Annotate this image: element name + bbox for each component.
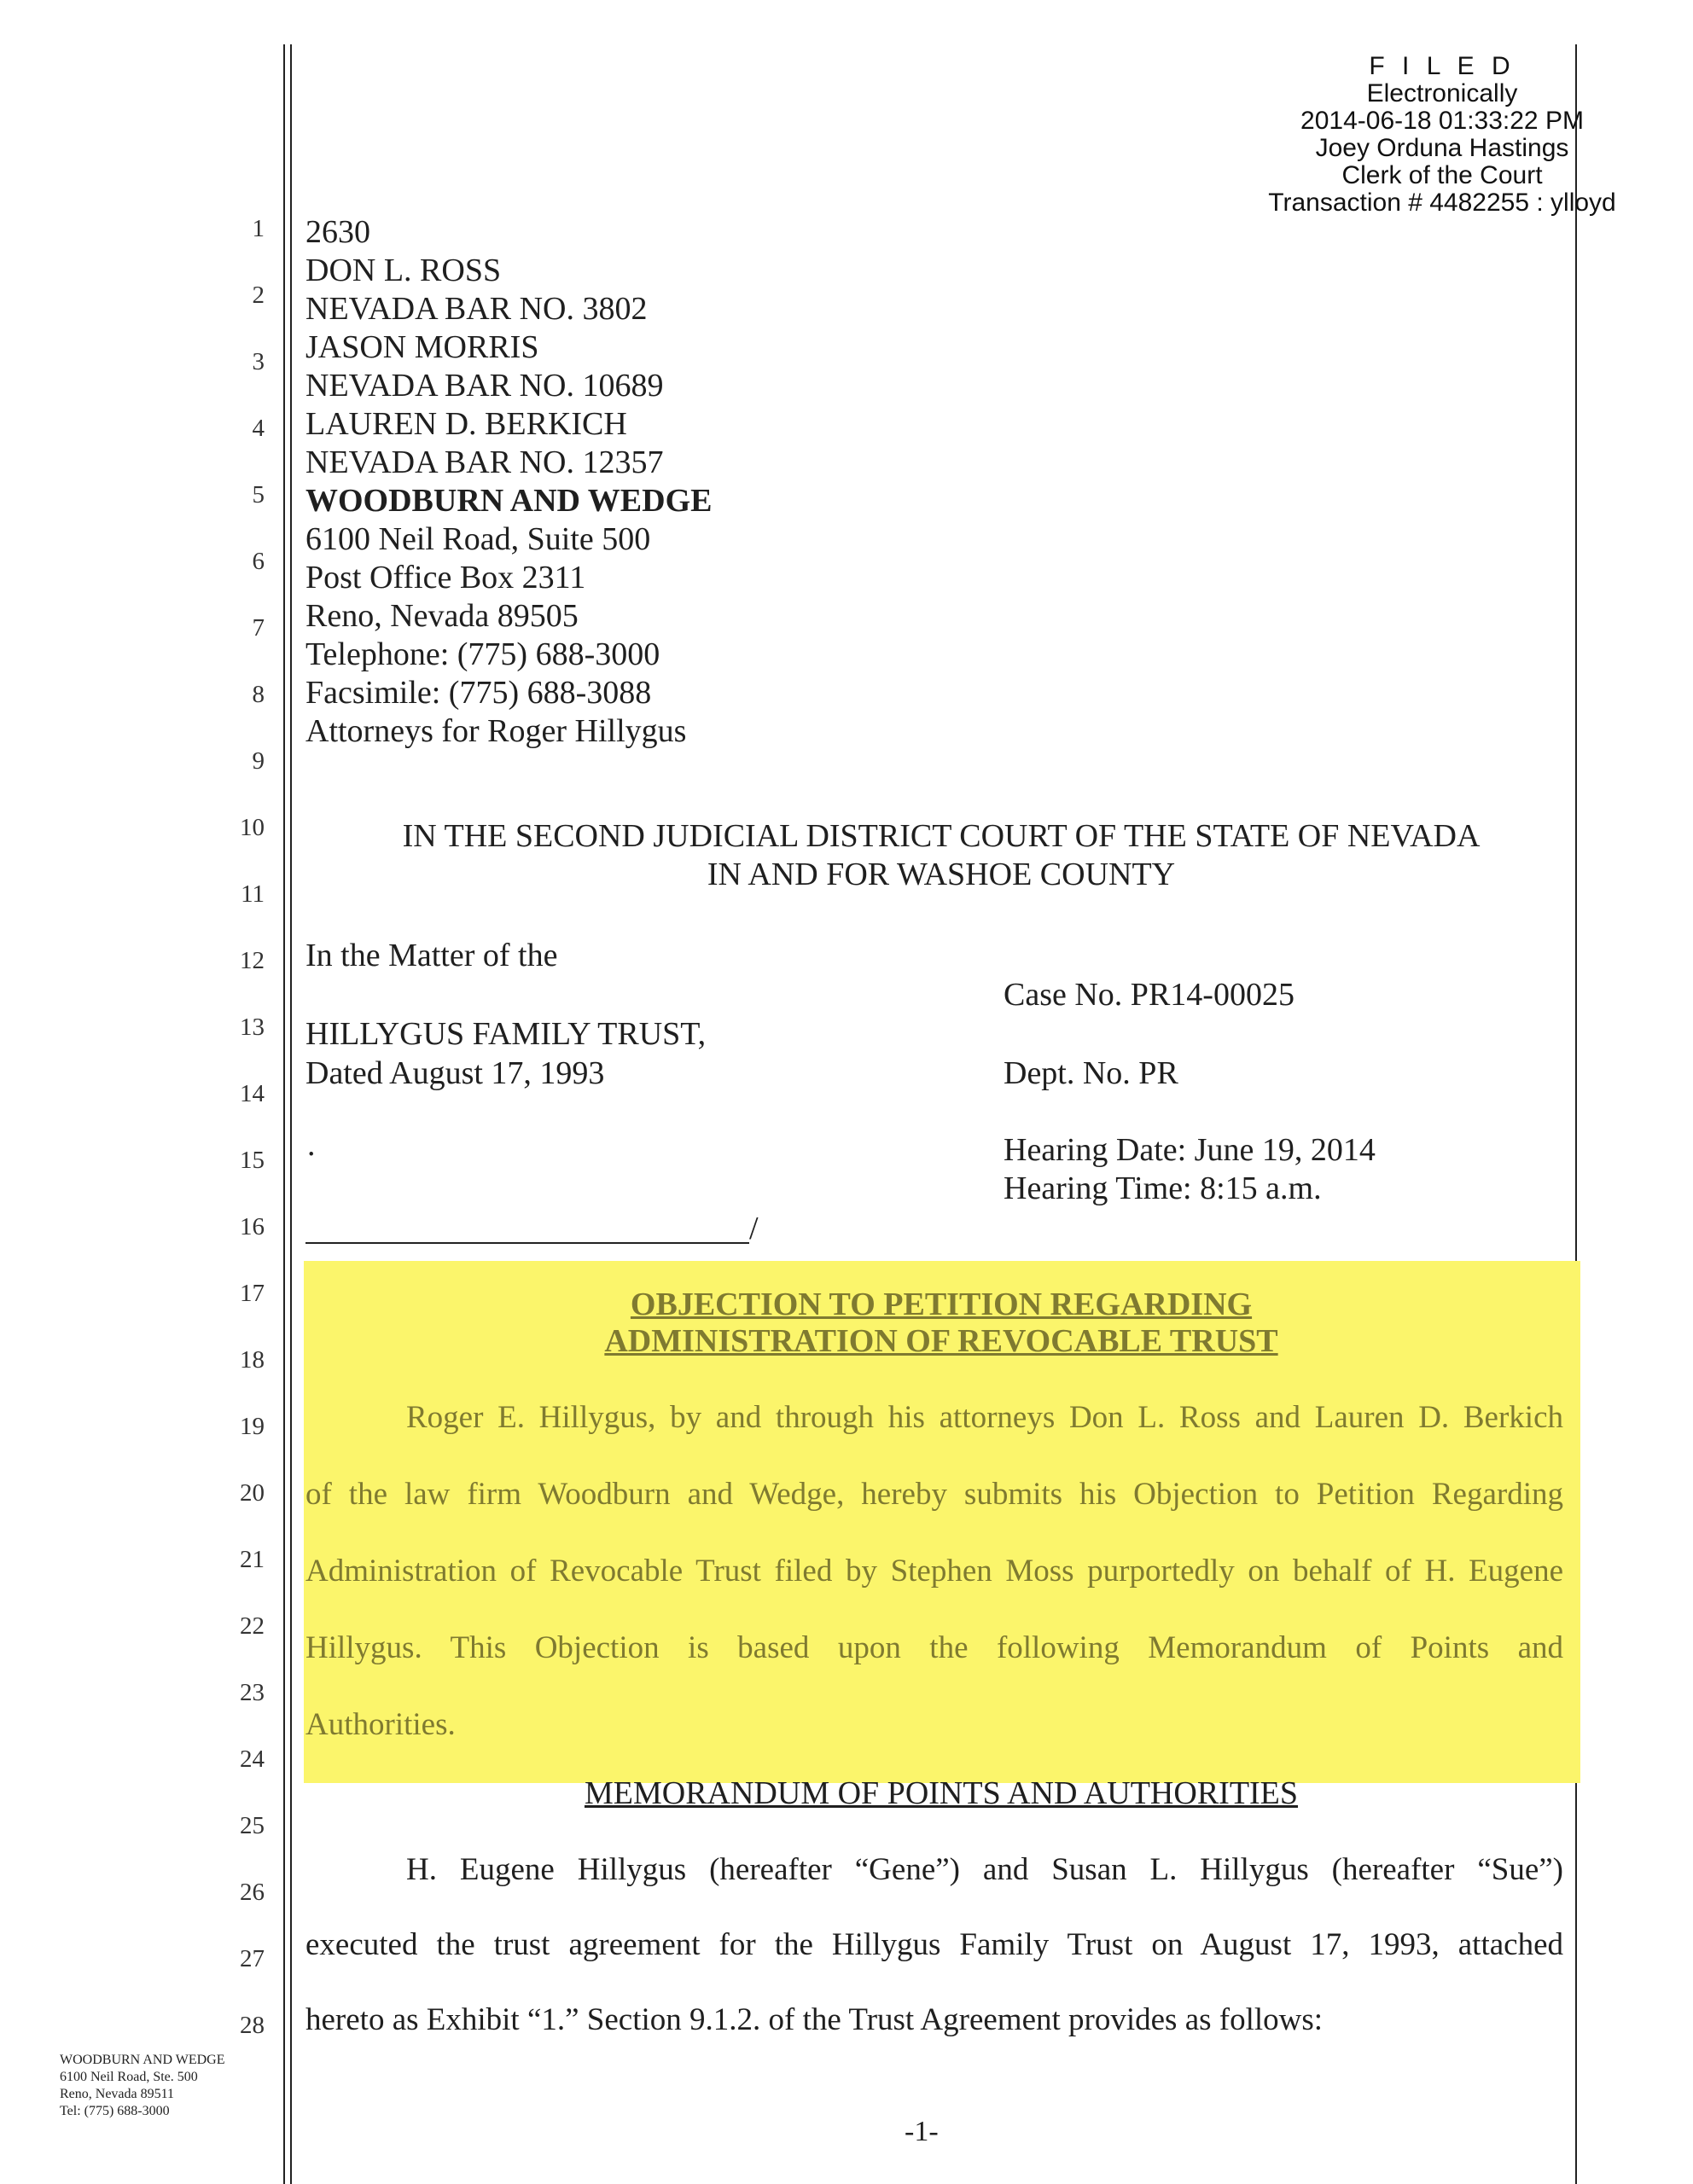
caption-divider-slash: /	[749, 1211, 759, 1246]
line-number: 18	[240, 1346, 265, 1374]
objection-paragraph-line4: Hillygus. This Objection is based upon the following Memorandum of Points and	[305, 1630, 1563, 1665]
document-code: 2630	[305, 214, 370, 250]
line-number: 19	[240, 1413, 265, 1440]
memorandum-paragraph-line1: H. Eugene Hillygus (hereafter “Gene”) and Susan L. Hillygus (hereafter “Sue”)	[406, 1852, 1563, 1887]
filed-stamp-datetime: 2014-06-18 01:33:22 PM	[1300, 107, 1584, 135]
dept-number: Dept. No. PR	[1004, 1055, 1178, 1091]
filed-stamp-clerk-name: Joey Orduna Hastings	[1315, 134, 1569, 162]
firm-telephone: Telephone: (775) 688-3000	[305, 636, 660, 672]
filed-stamp-clerk-title: Clerk of the Court	[1341, 161, 1543, 189]
line-number: 21	[240, 1546, 265, 1573]
line-number: 22	[240, 1612, 265, 1640]
objection-title-line2: ADMINISTRATION OF REVOCABLE TRUST	[604, 1323, 1278, 1359]
firm-po-box: Post Office Box 2311	[305, 560, 586, 595]
attorney-name: LAUREN D. BERKICH	[305, 406, 627, 442]
court-county: IN AND FOR WASHOE COUNTY	[707, 857, 1176, 892]
footer-firm-block	[60, 2052, 282, 2120]
line-number: 8	[252, 681, 265, 708]
footer-telephone: Tel: (775) 688-3000	[60, 2104, 170, 2118]
line-number: 23	[240, 1679, 265, 1706]
caption-divider-line	[305, 1242, 749, 1244]
line-number: 20	[240, 1479, 265, 1507]
line-number: 26	[240, 1879, 265, 1906]
footer-address: 6100 Neil Road, Ste. 500	[60, 2070, 198, 2084]
attorney-name: DON L. ROSS	[305, 253, 502, 288]
left-margin-rule-1	[283, 44, 285, 2184]
line-number: 9	[252, 747, 265, 775]
attorney-caption	[305, 213, 712, 751]
filed-stamp-title: F I L E D	[1369, 52, 1516, 80]
line-number: 11	[241, 880, 265, 908]
line-number: 6	[252, 548, 265, 575]
firm-name: WOODBURN AND WEDGE	[305, 483, 713, 519]
objection-paragraph-line3: Administration of Revocable Trust filed by Stephen Moss purportedly on behalf of H. Eugene	[305, 1554, 1563, 1589]
left-margin-rule-2	[290, 44, 292, 2184]
line-number: 14	[240, 1080, 265, 1107]
objection-title-line1: OBJECTION TO PETITION REGARDING	[630, 1287, 1253, 1322]
objection-paragraph-line2: of the law firm Woodburn and Wedge, hereby submits his Objection to Petition Regarding	[305, 1477, 1563, 1512]
memorandum-paragraph-line3: hereto as Exhibit “1.” Section 9.1.2. of the Trust Agreement provides as follows:	[305, 2002, 1324, 2037]
line-number: 13	[240, 1014, 265, 1041]
footer-city: Reno, Nevada 89511	[60, 2087, 175, 2101]
court-name: IN THE SECOND JUDICIAL DISTRICT COURT OF THE STATE OF NEVADA	[402, 818, 1481, 854]
line-number: 17	[240, 1280, 265, 1307]
line-number: 4	[252, 415, 265, 442]
bar-number: NEVADA BAR NO. 3802	[305, 291, 648, 327]
memorandum-paragraph-line2: executed the trust agreement for the Hillygus Family Trust on August 17, 1993, attached	[305, 1927, 1563, 1962]
bar-number: NEVADA BAR NO. 10689	[305, 368, 664, 404]
line-number: 15	[240, 1147, 265, 1174]
line-number: 25	[240, 1812, 265, 1839]
line-number: 2	[252, 282, 265, 309]
matter-trust-name: HILLYGUS FAMILY TRUST,	[305, 1016, 707, 1052]
footer-firm-name: WOODBURN AND WEDGE	[60, 2053, 225, 2067]
line-number: 16	[240, 1213, 265, 1240]
page-number: -1-	[905, 2116, 939, 2147]
matter-trust-date: Dated August 17, 1993	[305, 1055, 605, 1091]
firm-address: 6100 Neil Road, Suite 500	[305, 521, 651, 557]
filed-stamp	[1220, 53, 1664, 217]
line-number: 1	[252, 215, 265, 242]
line-number: 10	[240, 814, 265, 841]
case-number: Case No. PR14-00025	[1004, 977, 1294, 1013]
objection-paragraph-line1: Roger E. Hillygus, by and through his attorneys Don L. Ross and Lauren D. Berkich	[406, 1400, 1563, 1435]
matter-intro: In the Matter of the	[305, 938, 558, 973]
line-number: 12	[240, 947, 265, 974]
firm-facsimile: Facsimile: (775) 688-3088	[305, 675, 652, 711]
firm-city: Reno, Nevada 89505	[305, 598, 579, 634]
line-number: 28	[240, 2012, 265, 2039]
objection-paragraph-line5: Authorities.	[305, 1707, 456, 1742]
line-number: 5	[252, 481, 265, 508]
bar-number: NEVADA BAR NO. 12357	[305, 444, 664, 480]
line-number: 7	[252, 614, 265, 642]
filed-stamp-electronically: Electronically	[1366, 79, 1518, 107]
attorneys-for: Attorneys for Roger Hillygus	[305, 713, 687, 749]
line-number: 3	[252, 348, 265, 375]
right-margin-rule	[1575, 44, 1577, 2184]
line-number: 24	[240, 1745, 265, 1773]
memorandum-heading: MEMORANDUM OF POINTS AND AUTHORITIES	[584, 1775, 1299, 1811]
filed-stamp-transaction: Transaction # 4482255 : ylloyd	[1268, 189, 1616, 217]
hearing-time: Hearing Time: 8:15 a.m.	[1004, 1170, 1322, 1206]
hearing-date: Hearing Date: June 19, 2014	[1004, 1132, 1376, 1168]
line-number: 27	[240, 1945, 265, 1972]
attorney-name: JASON MORRIS	[305, 329, 539, 365]
matter-dot: .	[307, 1127, 316, 1163]
